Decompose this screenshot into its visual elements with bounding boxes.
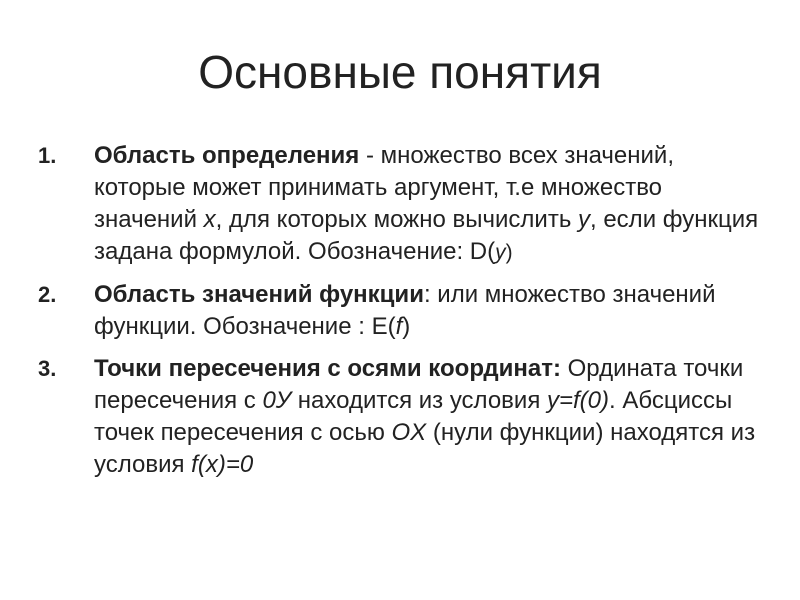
text-part: , если функция задана формулой. Обозначение: xyxy=(94,206,759,265)
notation-e: E( xyxy=(371,313,396,340)
notation-d: D( xyxy=(469,238,496,265)
notation-close: ) xyxy=(505,241,513,264)
text-part: - множество всех значений, которые может принимать аргумент, т.е множество значений xyxy=(94,142,674,233)
notation-close: ) xyxy=(402,313,411,340)
text-part: (нули функции) находятся из условия xyxy=(94,419,756,478)
axis-ox: OX xyxy=(391,419,427,446)
notation-y: y xyxy=(495,241,506,264)
item-number: 2. xyxy=(38,282,57,307)
content-list xyxy=(38,140,768,491)
axis-oy: 0У xyxy=(262,387,292,414)
item-number: 3. xyxy=(38,356,57,381)
notation-f: f xyxy=(395,313,403,340)
item-text xyxy=(94,281,716,340)
term-domain: Область определения xyxy=(94,142,360,169)
formula-fx-0: f(x)=0 xyxy=(191,451,254,478)
formula-y-f0: y=f(0) xyxy=(547,387,610,414)
item-text xyxy=(94,355,755,478)
text-part: Ордината точки пересечения с xyxy=(94,355,744,414)
text-part: . Абсциссы точек пересечения с осью xyxy=(94,387,733,446)
term-intersections: Точки пересечения с осями координат: xyxy=(94,355,561,382)
var-x: x xyxy=(203,206,216,233)
text-part: находится из условия xyxy=(291,387,547,414)
list-item-range xyxy=(38,279,768,343)
item-text xyxy=(94,142,758,265)
text-part: : или множество значений функции. Обозначение : xyxy=(94,281,716,340)
slide-title: Основные понятия xyxy=(198,46,602,98)
term-range: Область значений функции xyxy=(94,281,424,308)
list-item-intersections xyxy=(38,353,768,481)
text-part: , для которых можно вычислить xyxy=(215,206,578,233)
var-y: y xyxy=(578,206,590,233)
item-number: 1. xyxy=(38,143,57,168)
list-item-domain xyxy=(38,140,768,269)
